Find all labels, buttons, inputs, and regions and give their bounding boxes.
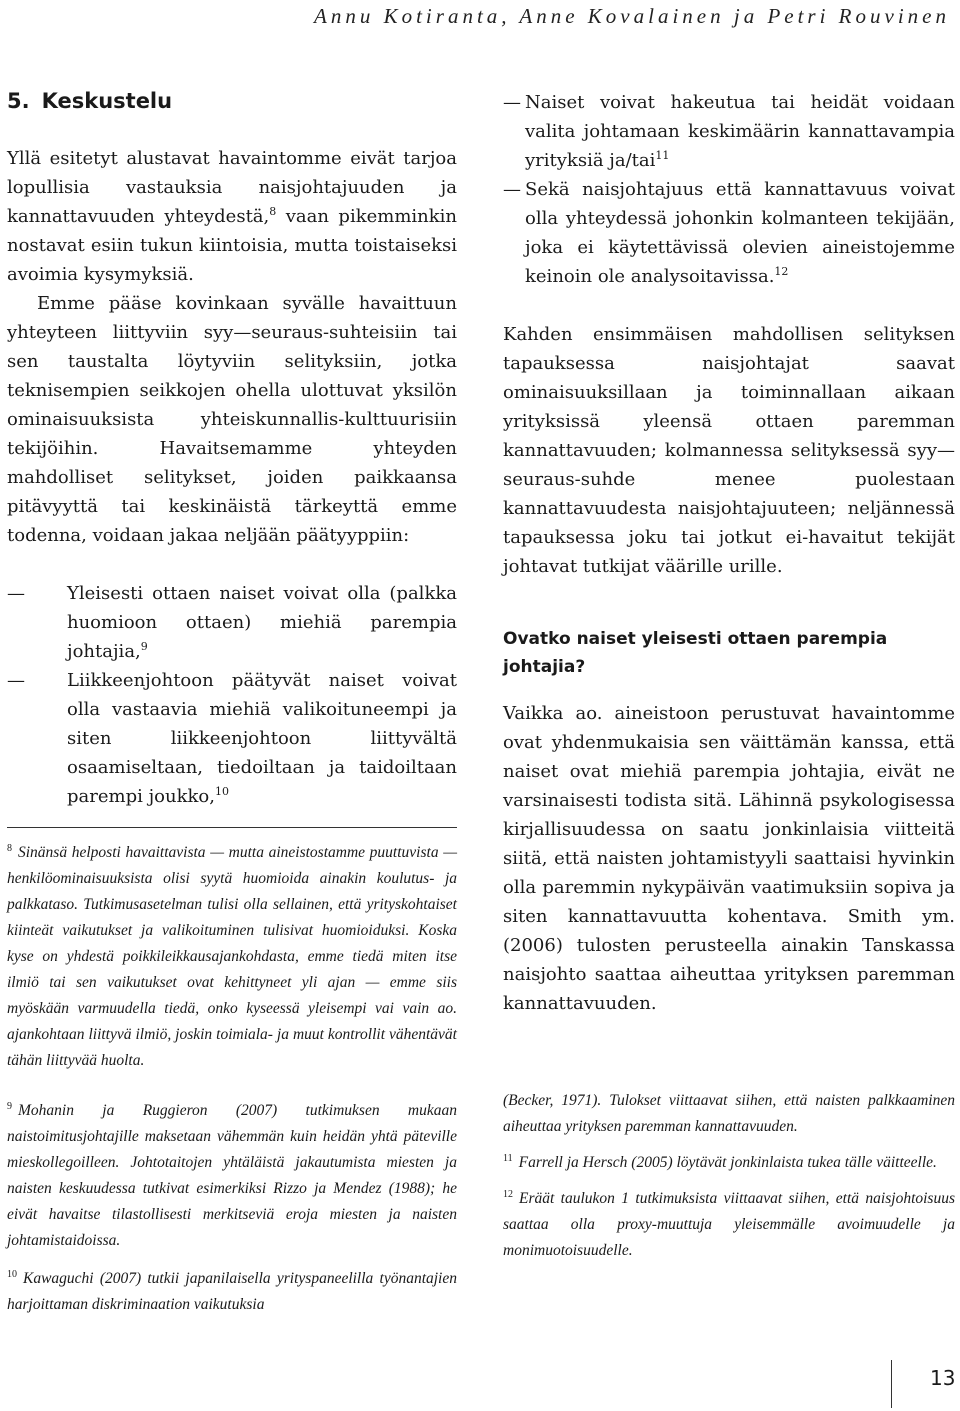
paragraph-better-leaders: Vaikka ao. aineistoon perustuvat havaintomme ovat yhdenmukaisia sen väittämän kanssa, että naiset ovat miehiä parempia johtajia, eivät ne varsinaisesti todista sitä. Lähinnä psykologisessa kirjallisuudessa on saatu jonkinlaisia viitteitä siitä, että naisten johtamistyyli saattaisi hyvinkin olla paremmin nykypäivän vaatimuksiin sopiva ja siten kannattavuutta kohentava. Smith ym. (2006) tulosten perusteella ainakin Tanskassa naisjohto saattaa aiheuttaa yrityksen paremman kannattavuuden. — [503, 703, 955, 1014]
list-item-text: Liikkeenjohtoon päätyvät naiset voivat olla vastaavia miehiä valikoituneempi ja siten liikkeenjohtoon liittyvältä osaamiseltaan, tiedoiltaan ja taidoiltaan parempi joukko, — [67, 670, 457, 807]
list-item — [7, 666, 457, 811]
list-item — [503, 175, 955, 291]
section-number: 5. — [7, 89, 30, 113]
list-item-text: Naiset voivat hakeutua tai heidät voidaan valita johtamaan keskimäärin kannattavampia yrityksiä ja/tai — [525, 92, 955, 171]
running-head: Annu Kotiranta, Anne Kovalainen ja Petri Rouvinen — [314, 4, 950, 28]
dash-bullet: — — [7, 670, 25, 691]
footnote-text: Mohanin ja Ruggieron (2007) tutkimuksen mukaan naistoimitusjohtajille maksetaan vähemmän kuin heidän yhtä päteville mieskollegoilleen. Johtotaitojen yhtäläistä jakautumista miesten ja naisten keskuudessa tutkivat esimerkiksi Rizzo ja Mendez (1988); he eivät havaitse tilastollisesti merkitseviä eroja miesten ja naisten johtamistaidoissa. — [7, 1102, 457, 1249]
footnote-text: Eräät taulukon 1 tutkimuksista viittaavat siihen, että naisjohtoisuus saattaa olla proxy-muuttuja yleisemmälle avoimuudelle ja monimuotoisuudelle. — [503, 1190, 955, 1259]
footnote-text: Sinänsä helposti havaittavista — mutta aineistostamme puuttuvista — henkilöominaisuuksista olisi syytä huomioida ainakin koulutus- ja palkkataso. Tutkimusasetelman tulisi olla sellainen, että yrityskohtaiset kiinteät vaikutukset ja valikoituminen tulisivat huomioiduksi. Koska kyse on yhdestä poikkileikkausajankohdasta, emme tiedä miten itse ilmiö tai sen vaikutukset ovat kehittyneet yli ajan — emme siis myöskään varmuudella tiedä, onko kyseessä yleisempi vai vain ao. ajankohtaan liittyvä ilmiö, joskin toimiala- ja muut kontrollit vähentävät tähän liittyvää huolta. — [7, 844, 457, 1069]
list-item — [503, 88, 955, 175]
list-item-text: Yleisesti ottaen naiset voivat olla (palkka huomioon ottaen) miehiä parempia johtajia, — [67, 583, 457, 662]
section-heading — [7, 88, 457, 114]
footnote-11 — [503, 1150, 955, 1176]
list-item-text: Sekä naisjohtajuus että kannattavuus voivat olla yhteydessä johonkin kolmanteen tekijään, joka ei käytettävissä olevien aineistojemme keinoin ole analysoitavissa. — [525, 179, 955, 287]
dash-bullet: — — [503, 92, 521, 113]
footnote-rule — [7, 827, 457, 828]
footnote-text: Farrell ja Hersch (2005) löytävät jonkinlaista tukea tälle väitteelle. — [518, 1154, 937, 1171]
footnote-ref-8[interactable]: 8 — [269, 205, 277, 218]
page-number-divider — [891, 1360, 892, 1408]
footnote-number: 8 — [7, 842, 12, 854]
section-title: Keskustelu — [41, 89, 173, 113]
paragraph-intro — [7, 144, 457, 289]
footnote-8 — [7, 840, 457, 1074]
footnote-9 — [7, 1098, 457, 1254]
paragraph-intro-text-a: Yllä esitetyt alustavat havaintomme eivät tarjoa lopullisia vastauksia naisjohtajuuden ja kannattavuuden yhteydestä, — [7, 148, 457, 227]
explanations-list-right — [503, 88, 955, 291]
explanations-list-left — [7, 579, 457, 811]
footnote-number: 9 — [7, 1100, 12, 1112]
right-column — [503, 88, 955, 1264]
paragraph-intro-text-b: vaan pikemminkin nostavat esiin tukun kiintoisia, mutta toistaiseksi avoimia kysymyksiä. — [7, 206, 458, 285]
dash-bullet: — — [7, 583, 25, 604]
footnote-number: 12 — [503, 1188, 513, 1200]
footnote-number: 10 — [7, 1268, 17, 1280]
footnote-ref-10[interactable]: 10 — [214, 785, 229, 798]
subheading: Ovatko naiset yleisesti ottaen parempia johtajia? — [503, 629, 888, 677]
footnote-number: 11 — [503, 1152, 513, 1164]
footnote-12 — [503, 1186, 955, 1264]
page-number: 13 — [930, 1366, 956, 1390]
footnote-ref-11[interactable]: 11 — [655, 149, 670, 162]
left-column — [7, 88, 457, 1318]
paragraph-explanations: Kahden ensimmäisen mahdollisen selityksen tapauksessa naisjohtajat saavat ominaisuuksillaan ja toiminnallaan aikaan yrityksissä yleensä ottaen paremman kannattavuuden; kolmannessa selityksessä syy—seuraus-suhde menee puolestaan kannattavuudesta naisjohtajuuteen; neljännessä tapauksessa joku tai jotkut ei-havaitut tekijät johtavat tutkijat väärille urille. — [503, 324, 955, 577]
footnote-text: Kawaguchi (2007) tutkii japanilaisella yrityspaneelilla työnantajien harjoittaman diskriminaation vaikutuksia — [7, 1270, 457, 1313]
list-item — [7, 579, 457, 666]
footnote-10 — [7, 1266, 457, 1318]
footnote-ref-9[interactable]: 9 — [140, 640, 148, 653]
dash-bullet: — — [503, 179, 521, 200]
footnote-ref-12[interactable]: 12 — [774, 265, 789, 278]
footnote-10-continued: (Becker, 1971). Tulokset viittaavat siihen, että naisten palkkaaminen aiheuttaa yrityksen paremman kannattavuuden. — [503, 1092, 955, 1135]
paragraph-causes: Emme pääse kovinkaan syvälle havaittuun yhteyteen liittyviin syy—seuraus-suhteisiin tai sen taustalta löytyviin selityksiin, jotka teknisempien seikkojen ohella ulottuvat yksilön ominaisuuksista yhteiskunnallis-kulttuurisiin tekijöihin. Havaitsemamme yhteyden mahdolliset selitykset, joiden paikkaansa pitävyyttä tai keskinäistä tärkeyttä emme todenna, voidaan jakaa neljään päätyyppiin: — [7, 293, 457, 546]
